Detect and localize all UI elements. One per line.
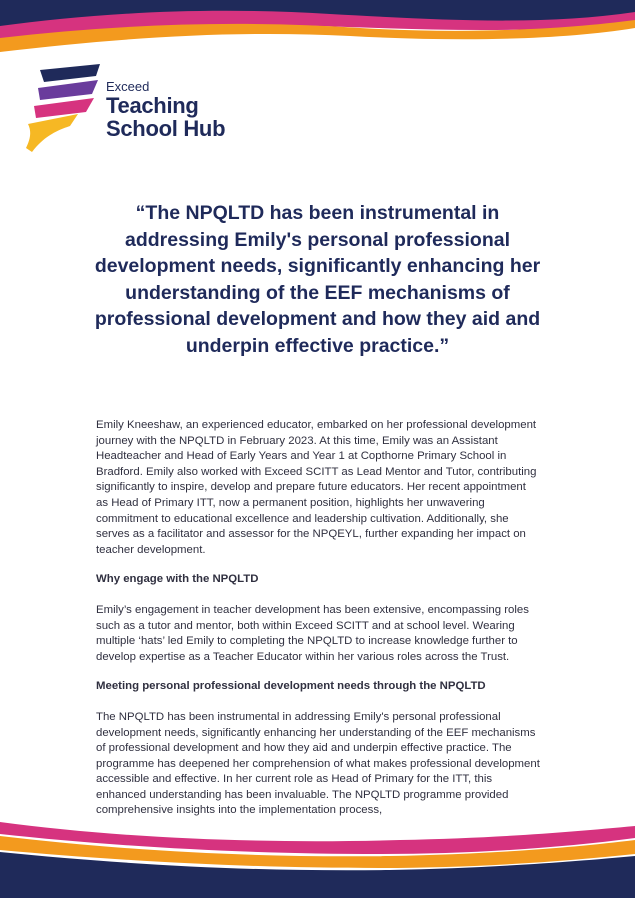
logo-school-hub-text: School Hub bbox=[106, 116, 226, 141]
logo-teaching-text: Teaching bbox=[106, 93, 199, 118]
bottom-wave-decoration bbox=[0, 818, 635, 898]
section-heading-why-engage: Why engage with the NPQLTD bbox=[96, 573, 259, 586]
section-heading-meeting-needs: Meeting personal professional development needs through the NPQLTD bbox=[96, 680, 486, 693]
exceed-logo bbox=[18, 60, 248, 160]
ribbon-logo-icon bbox=[18, 60, 108, 160]
logo-exceed-text: Exceed bbox=[106, 79, 150, 94]
why-engage-paragraph: Emily’s engagement in teacher development has been extensive, encompassing roles such as a tutor and mentor, both within Exceed SCITT and at school level. Wearing multiple ‘hats’ led Emily to completing the NPQLTD to increase knowledge further to develop expertise as a Teacher Educator within her various roles across the Trust. bbox=[96, 603, 529, 663]
article-body bbox=[96, 418, 541, 833]
meeting-needs-paragraph: The NPQLTD has been instrumental in addressing Emily's personal professional development needs, significantly enhancing her understanding of the EEF mechanisms of professional development and how they aid and underpin effective practice. The programme has deepened her comprehension of what makes professional development accessible and effective. In her current role as Head of Primary for the ITT, this enhanced understanding has been invaluable. The NPQLTD programme provided comprehensive insights into the implementation process, bbox=[96, 710, 540, 817]
intro-paragraph: Emily Kneeshaw, an experienced educator, embarked on her professional development journey with the NPQLTD in February 2023. At this time, Emily was an Assistant Headteacher and Head of Early Years and Year 1 at Copthorne Primary School in Bradford. Emily also worked with Exceed SCITT as Lead Mentor and Tutor, contributing significantly to inspire, develop and prepare future educators. Her recent appointment as Head of Primary ITT, now a permanent position, highlights her unwavering commitment to educational excellence and leadership cultivation. Additionally, she serves as a facilitator and assessor for the NPQEYL, further expanding her impact on teacher development. bbox=[96, 419, 537, 556]
pull-quote: “The NPQLTD has been instrumental in addressing Emily's personal professional development needs, significantly enhancing her understanding of the EEF mechanisms of professional development and how they aid and underpin effective practice.” bbox=[94, 202, 541, 357]
